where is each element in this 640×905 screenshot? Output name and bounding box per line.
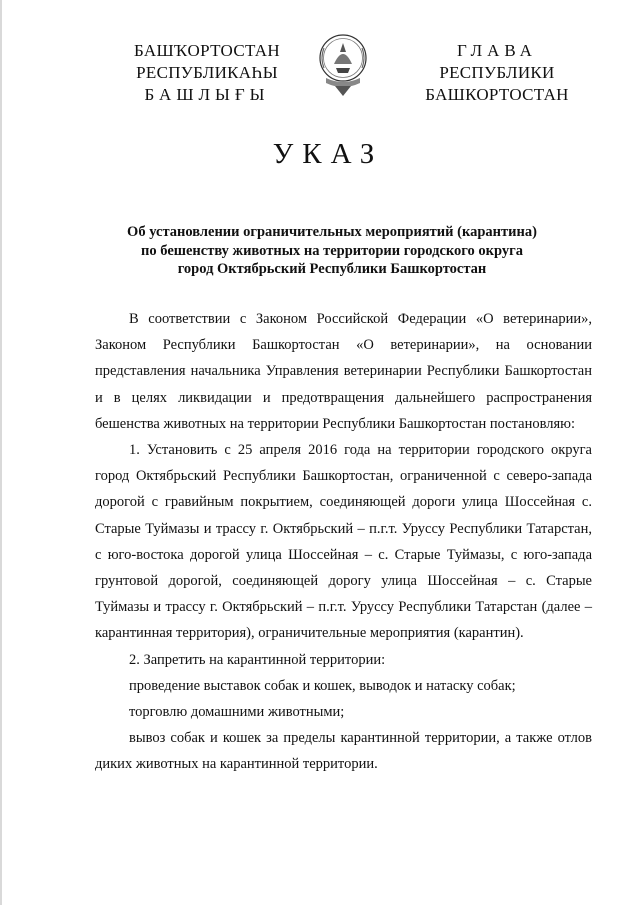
clause-2-item-trade: торговлю домашними животными;: [129, 704, 345, 721]
bashkortostan-coat-of-arms-icon: [315, 30, 371, 100]
header-russian-line-2: РЕСПУБЛИКИ: [439, 63, 555, 82]
document-subject: [62, 223, 602, 279]
header-russian-line-1: ГЛАВА: [457, 41, 537, 60]
header-bashkir-line-2: РЕСПУБЛИКАҺЫ: [136, 63, 278, 82]
preamble-paragraph: В соответствии с Законом Российской Федерации «О ветеринарии», Законом Республики Башкортостан «О ветеринарии», на основании представления начальника Управления ветеринарии Республики Башкортостан и в целях ликвидации и предотвращения дальнейшего распространения бешенства животных на территории Республики Башкортостан постановляю:: [95, 311, 592, 432]
clause-1-paragraph: 1. Установить с 25 апреля 2016 года на территории городского округа город Октябрьский Республики Башкортостан, ограниченной с северо-запада дорогой с гравийным покрытием, соединяющей дороги улица Шоссейная с. Старые Туймазы и трассу г. Октябрьский – п.г.т. Уруссу Республики Татарстан, с юго-востока дорогой улица Шоссейная – с. Старые Туймазы, с юго-запада грунтовой дорогой, соединяющей дорогу улица Шоссейная – с. Старые Туймазы и трассу г. Октябрьский – п.г.т. Уруссу Республики Татарстан (далее – карантинная территория), ограничительные мероприятия (карантин).: [95, 442, 592, 642]
header-russian-line-3: БАШКОРТОСТАН: [425, 85, 569, 104]
subject-line-3: город Октябрьский Республики Башкортостан: [177, 261, 487, 277]
header-russian: [422, 40, 572, 106]
document-body: [95, 306, 592, 778]
header-bashkir: [127, 40, 287, 106]
clause-2-item-exhibitions: проведение выставок собак и кошек, выводок и натаску собак;: [129, 677, 516, 694]
clause-2-paragraph: 2. Запретить на карантинной территории:: [129, 651, 386, 668]
header-bashkir-line-1: БАШҠОРТОСТАН: [134, 41, 280, 60]
header-bashkir-line-3: БАШЛЫҒЫ: [144, 85, 270, 104]
clause-2-item-export: вывоз собак и кошек за пределы карантинной территории, а также отлов диких животных на карантинной территории.: [95, 730, 592, 773]
document-title: УКАЗ: [272, 138, 384, 170]
subject-line-2: по бешенству животных на территории городского округа: [141, 242, 523, 259]
subject-line-1: Об установлении ограничительных мероприятий (карантина): [127, 224, 537, 240]
